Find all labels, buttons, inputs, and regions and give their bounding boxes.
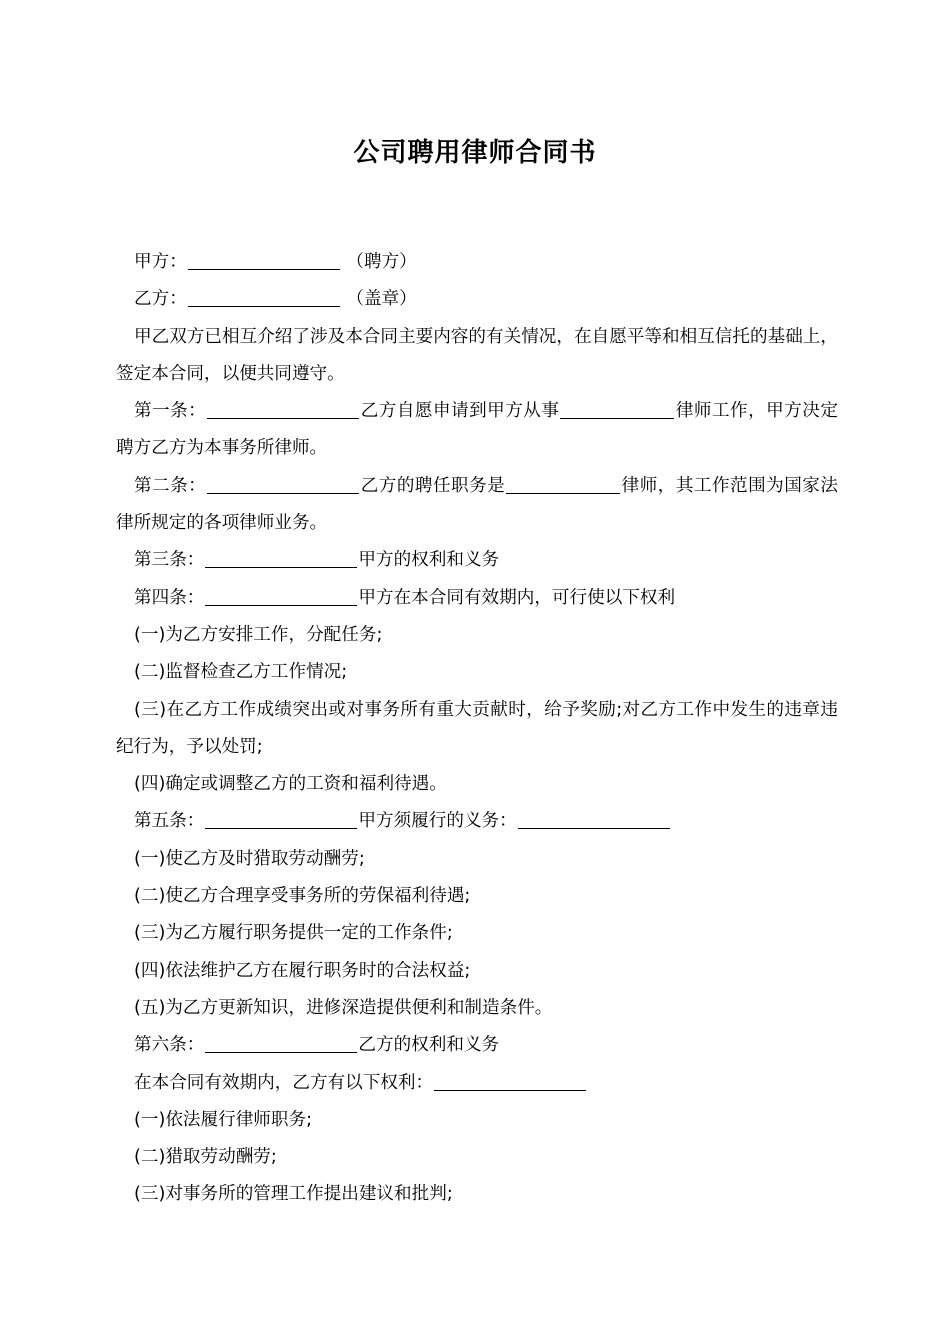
party-a-label: 甲方： <box>134 252 187 272</box>
article-2-blank-2 <box>506 475 620 494</box>
article-2-text-a: 乙方的聘任职务是 <box>360 475 506 496</box>
article-1-text-b: 律师工作，甲方决定聘方乙方为本事务所律师。 <box>116 401 838 459</box>
list-item: (三)对事务所的管理工作提出建议和批判; <box>134 1184 453 1205</box>
party-b-label: 乙方： <box>134 289 187 310</box>
intro-paragraph: 甲乙双方已相互介绍了涉及本合同主要内容的有关情况，在自愿平等和相互信托的基础上，签定本合同，以便共同遵守。 <box>116 326 838 384</box>
party-b-line <box>116 281 838 318</box>
rights-b-intro-line <box>116 1065 838 1102</box>
article-4 <box>116 580 838 617</box>
article-6-blank <box>205 1034 357 1053</box>
article-2-text-b: 律师，其工作范围为国家法律所规定的各项律师业务。 <box>116 475 838 534</box>
party-b-suffix: （盖章） <box>346 289 417 310</box>
article-6-label: 第六条： <box>134 1035 205 1056</box>
article-2-blank-1 <box>207 475 359 494</box>
document-body <box>116 244 838 1214</box>
article-1-label: 第一条： <box>134 401 207 422</box>
list-item: (四)确定或调整乙方的工资和福利待遇。 <box>134 774 447 795</box>
list-item: (一)为乙方安排工作，分配任务; <box>134 624 383 645</box>
article-5-blank-1 <box>205 810 357 829</box>
rights-b-intro: 在本合同有效期内，乙方有以下权利： <box>134 1072 434 1093</box>
list-item: (二)使乙方合理享受事务所的劳保福利待遇; <box>134 886 471 907</box>
list-item: (二)监督检查乙方工作情况; <box>134 662 348 683</box>
list-item: (四)依法维护乙方在履行职务时的合法权益; <box>134 960 471 981</box>
article-1-blank-1 <box>207 400 359 419</box>
article-5-blank-2 <box>518 810 670 829</box>
article-2-label: 第二条： <box>134 475 207 496</box>
article-3-text: 甲方的权利和义务 <box>358 550 500 571</box>
article-1-blank-2 <box>560 400 674 419</box>
party-b-blank <box>188 288 340 307</box>
article-4-blank <box>205 587 357 606</box>
list-item: (三)在乙方工作成绩突出或对事务所有重大贡献时，给予奖励;对乙方工作中发生的违章违纪行为，予以处罚; <box>116 699 838 757</box>
article-4-text: 甲方在本合同有效期内，可行使以下权利 <box>358 587 676 608</box>
list-item: (一)依法履行律师职务; <box>134 1109 313 1130</box>
party-a-blank <box>188 251 340 270</box>
list-item: (五)为乙方更新知识，进修深造提供便利和制造条件。 <box>134 997 553 1018</box>
article-3-blank <box>205 549 357 568</box>
article-2 <box>116 468 838 543</box>
article-3 <box>116 542 838 579</box>
article-4-label: 第四条： <box>134 587 205 608</box>
article-6-text: 乙方的权利和义务 <box>358 1035 500 1056</box>
party-a-suffix: （聘方） <box>346 252 417 272</box>
article-6 <box>116 1027 838 1064</box>
article-1-text-a: 乙方自愿申请到甲方从事 <box>360 401 560 422</box>
party-a-line <box>116 244 838 281</box>
document-title: 公司聘用律师合同书 <box>353 138 597 168</box>
article-5-label: 第五条： <box>134 811 205 832</box>
list-item: (三)为乙方履行职务提供一定的工作条件; <box>134 923 453 944</box>
article-5-text: 甲方须履行的义务： <box>358 811 517 832</box>
list-item: (一)使乙方及时猎取劳动酬劳; <box>134 848 365 869</box>
article-3-label: 第三条： <box>134 550 205 571</box>
list-item: (二)猎取劳动酬劳; <box>134 1147 277 1168</box>
article-5 <box>116 803 838 840</box>
article-1 <box>116 393 838 468</box>
rights-b-blank <box>434 1072 586 1091</box>
